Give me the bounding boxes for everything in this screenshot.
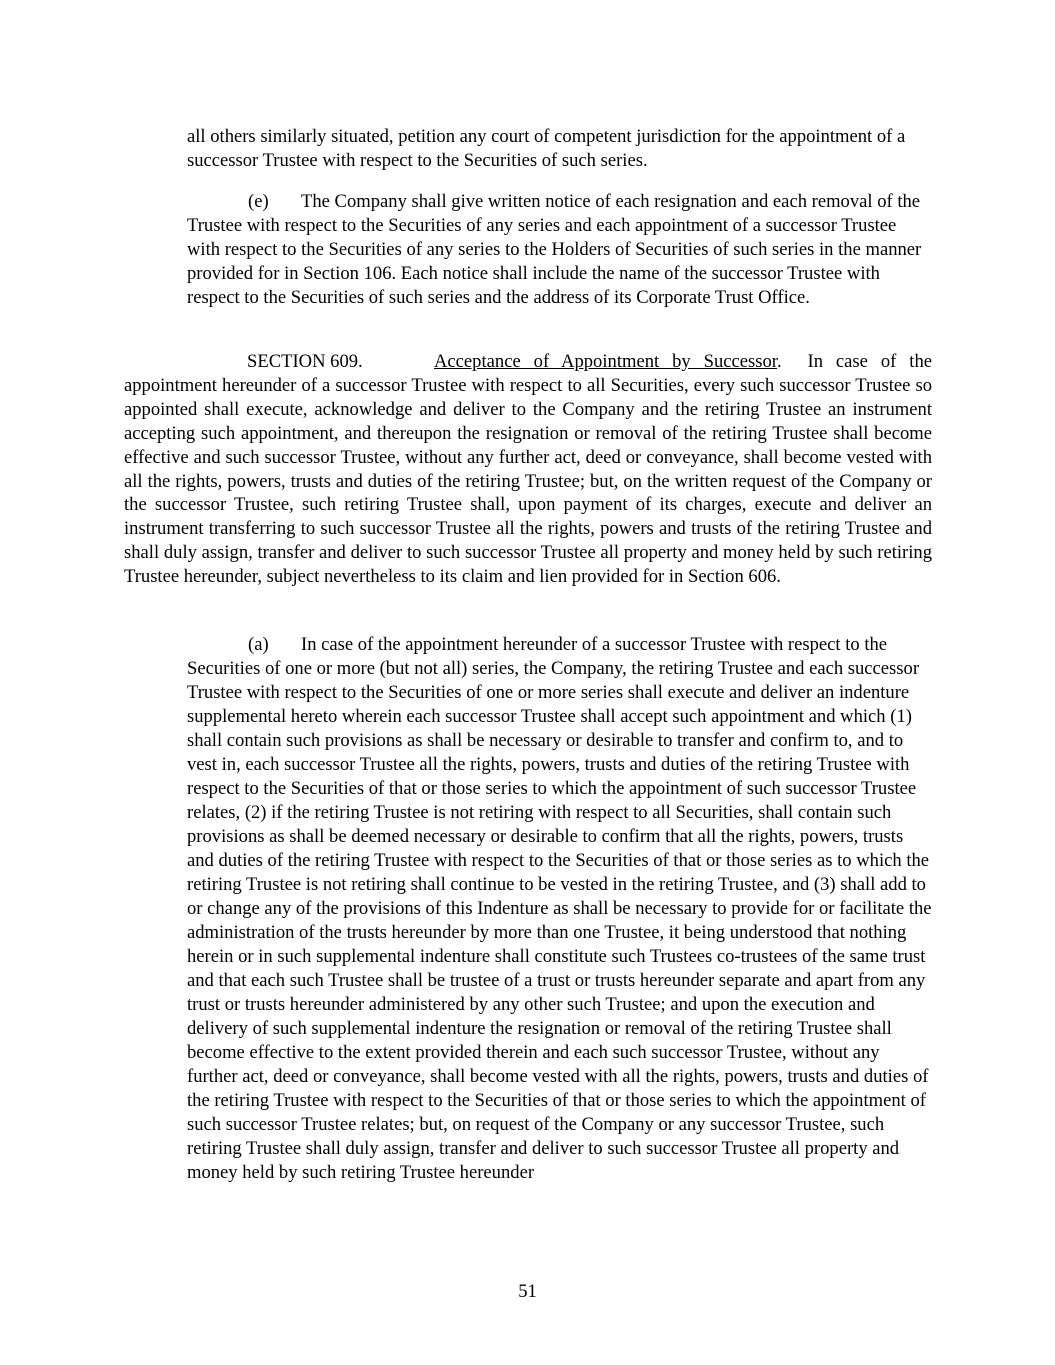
section-609-heading-suffix: . [776, 351, 782, 372]
section-609-heading: Acceptance of Appointment by Successor [434, 351, 777, 372]
page-number: 51 [518, 1281, 537, 1302]
paragraph-e-marker: (e) [248, 191, 269, 212]
paragraph-a-marker: (a) [248, 634, 269, 655]
paragraph-e-text: The Company shall give written notice of each resignation and each removal of the Trustee with respect to the Securities of any series and each appointment of a successor Trustee with respect to the Securities of any series to the Holders of Securities of such series in the manner provided for in Section 106. Each notice shall include the name of the successor Trustee with respect to the Securities of such series and the address of its Corporate Trust Office. [187, 191, 922, 308]
paragraph-a [187, 633, 933, 1185]
paragraph-e [187, 190, 933, 310]
section-609 [124, 350, 932, 589]
section-609-text: In case of the appointment hereunder of a successor Trustee with respect to all Securities, every such successor Trustee so appointed shall execute, acknowledge and deliver to the Company and the retiring Trustee an instrument accepting such appointment, and thereupon the resignation or removal of the retiring Trustee shall become effective and such successor Trustee, without any further act, deed or conveyance, shall become vested with all the rights, powers, trusts and duties of the retiring Trustee; but, on the written request of the Company or the successor Trustee, such retiring Trustee shall, upon payment of its charges, execute and deliver an instrument transferring to such successor Trustee all the rights, powers and trusts of the retiring Trustee and shall duly assign, transfer and deliver to such successor Trustee all property and money held by such retiring Trustee hereunder, subject nevertheless to its claim and lien provided for in Section 606. [124, 351, 932, 588]
paragraph-a-text: In case of the appointment hereunder of a successor Trustee with respect to the Securities of one or more (but not all) series, the Company, the retiring Trustee and each successor Trustee with respect to the Securities of one or more series shall execute and deliver an indenture supplemental hereto wherein each successor Trustee shall accept such appointment and which (1) shall contain such provisions as shall be necessary or desirable to transfer and confirm to, and to vest in, each successor Trustee all the rights, powers, trusts and duties of the retiring Trustee with respect to the Securities of that or those series to which the appointment of such successor Trustee relates, (2) if the retiring Trustee is not retiring with respect to all Securities, shall contain such provisions as shall be deemed necessary or desirable to confirm that all the rights, powers, trusts and duties of the retiring Trustee with respect to the Securities of that or those series as to which the retiring Trustee is not retiring shall continue to be vested in the retiring Trustee, and (3) shall add to or change any of the provisions of this Indenture as shall be necessary to provide for or facilitate the administration of the trusts hereunder by more than one Trustee, it being understood that nothing herein or in such supplemental indenture shall constitute such Trustees co-trustees of the same trust and that each such Trustee shall be trustee of a trust or trusts hereunder separate and apart from any trust or trusts hereunder administered by any other such Trustee; and upon the execution and delivery of such supplemental indenture the resignation or removal of the retiring Trustee shall become effective to the extent provided therein and each such successor Trustee, without any further act, deed or conveyance, shall become vested with all the rights, powers, trusts and duties of the retiring Trustee with respect to the Securities of that or those series to which the appointment of such successor Trustee relates; but, on request of the Company or any successor Trustee, such retiring Trustee shall duly assign, transfer and deliver to such successor Trustee all property and money held by such retiring Trustee hereunder [187, 634, 932, 1183]
section-609-number: SECTION 609. [247, 351, 363, 372]
paragraph-continuation: all others similarly situated, petition any court of competent jurisdiction for the appointment of a successor Trustee with respect to the Securities of such series. [187, 126, 906, 171]
